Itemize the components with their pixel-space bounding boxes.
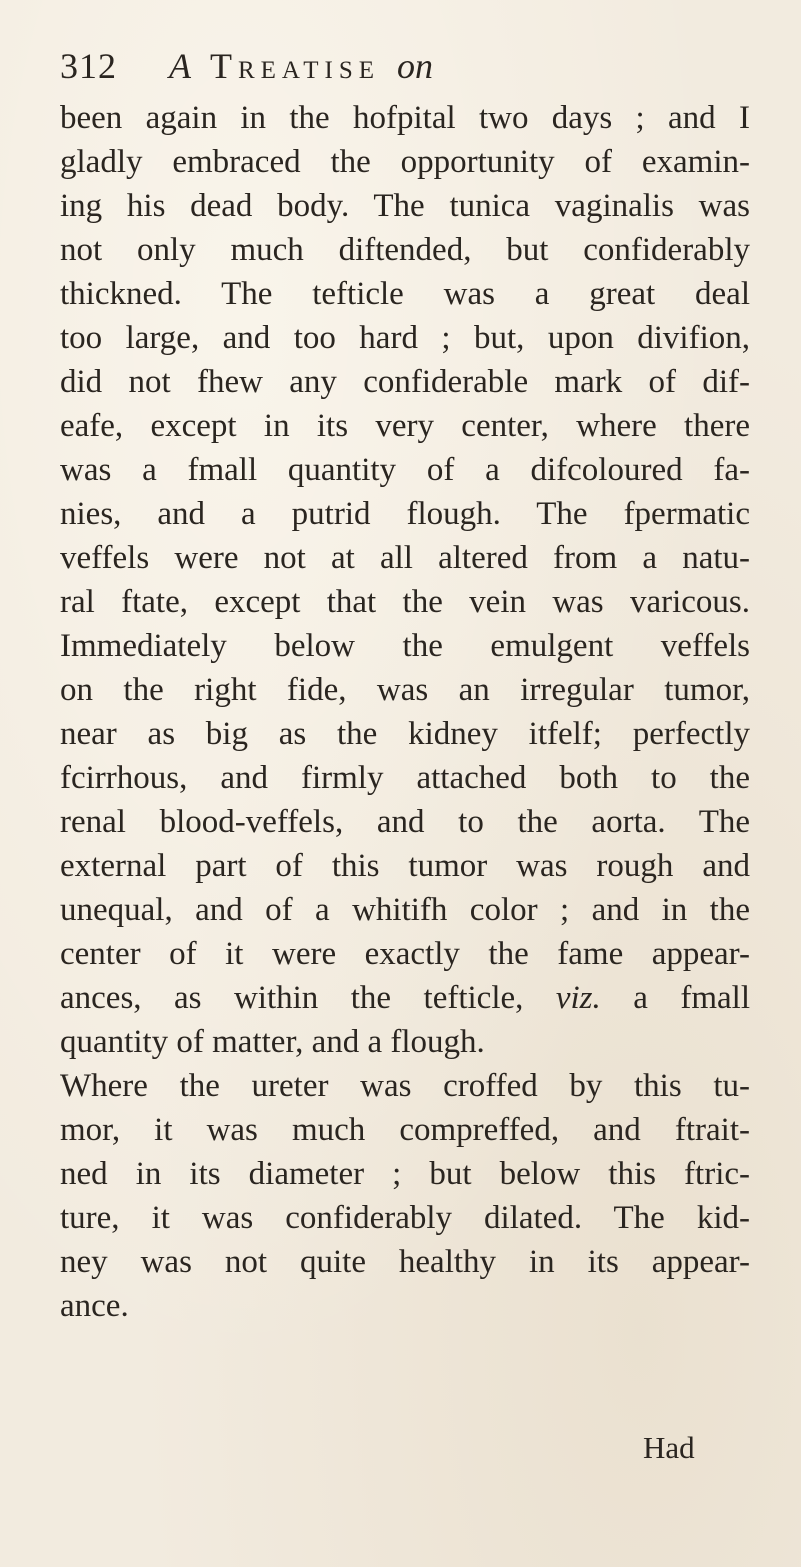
text-line: Where the ureter was croffed by this tu- <box>60 1068 750 1104</box>
text-line: quantity of matter, and a flough. <box>60 1024 485 1060</box>
text-line: nies, and a putrid flough. The fpermatic <box>60 496 750 532</box>
text-line: was a fmall quantity of a difcoloured fa- <box>60 452 750 488</box>
text-line: ral ftate, except that the vein was varicous. <box>60 584 750 620</box>
body-text <box>60 96 750 1328</box>
page-number: 312 <box>60 46 117 86</box>
catchword: Had <box>643 1430 695 1465</box>
text-line: ance. <box>60 1288 129 1324</box>
text-line: mor, it was much compreffed, and ftrait- <box>60 1112 750 1148</box>
text-line: ing his dead body. The tunica vaginalis was <box>60 188 750 224</box>
text-line: did not fhew any confiderable mark of dif- <box>60 364 750 400</box>
running-title-article: A <box>169 46 191 86</box>
text-line: ned in its diameter ; but below this ftric- <box>60 1156 750 1192</box>
text-line: external part of this tumor was rough and <box>60 848 750 884</box>
text-line: renal blood-veffels, and to the aorta. The <box>60 804 750 840</box>
text-line: eafe, except in its very center, where there <box>60 408 750 444</box>
text-line: too large, and too hard ; but, upon divifion, <box>60 320 750 356</box>
text-line: ney was not quite healthy in its appear- <box>60 1244 750 1280</box>
text-line: been again in the hofpital two days ; and I <box>60 100 750 136</box>
text-line: thickned. The tefticle was a great deal <box>60 276 750 312</box>
text-line: on the right fide, was an irregular tumor, <box>60 672 750 708</box>
text-line: ture, it was confiderably dilated. The kid- <box>60 1200 750 1236</box>
italic-viz: viz. <box>555 980 601 1016</box>
text-line: Immediately below the emulgent veffels <box>60 628 750 664</box>
text-line: near as big as the kidney itfelf; perfectly <box>60 716 750 752</box>
text-line: ances, as within the tefticle, viz. a fmall <box>60 980 750 1016</box>
text-line: center of it were exactly the fame appear- <box>60 936 750 972</box>
text-line: not only much diftended, but confiderably <box>60 232 750 268</box>
text-line: unequal, and of a whitifh color ; and in the <box>60 892 750 928</box>
text-line: fcirrhous, and firmly attached both to the <box>60 760 750 796</box>
running-title-preposition: on <box>397 46 433 86</box>
running-head <box>60 42 740 90</box>
text-line: gladly embraced the opportunity of examin- <box>60 144 750 180</box>
running-title-word: Treatise <box>210 46 380 86</box>
text-line: veffels were not at all altered from a natu- <box>60 540 750 576</box>
running-title <box>169 42 433 90</box>
